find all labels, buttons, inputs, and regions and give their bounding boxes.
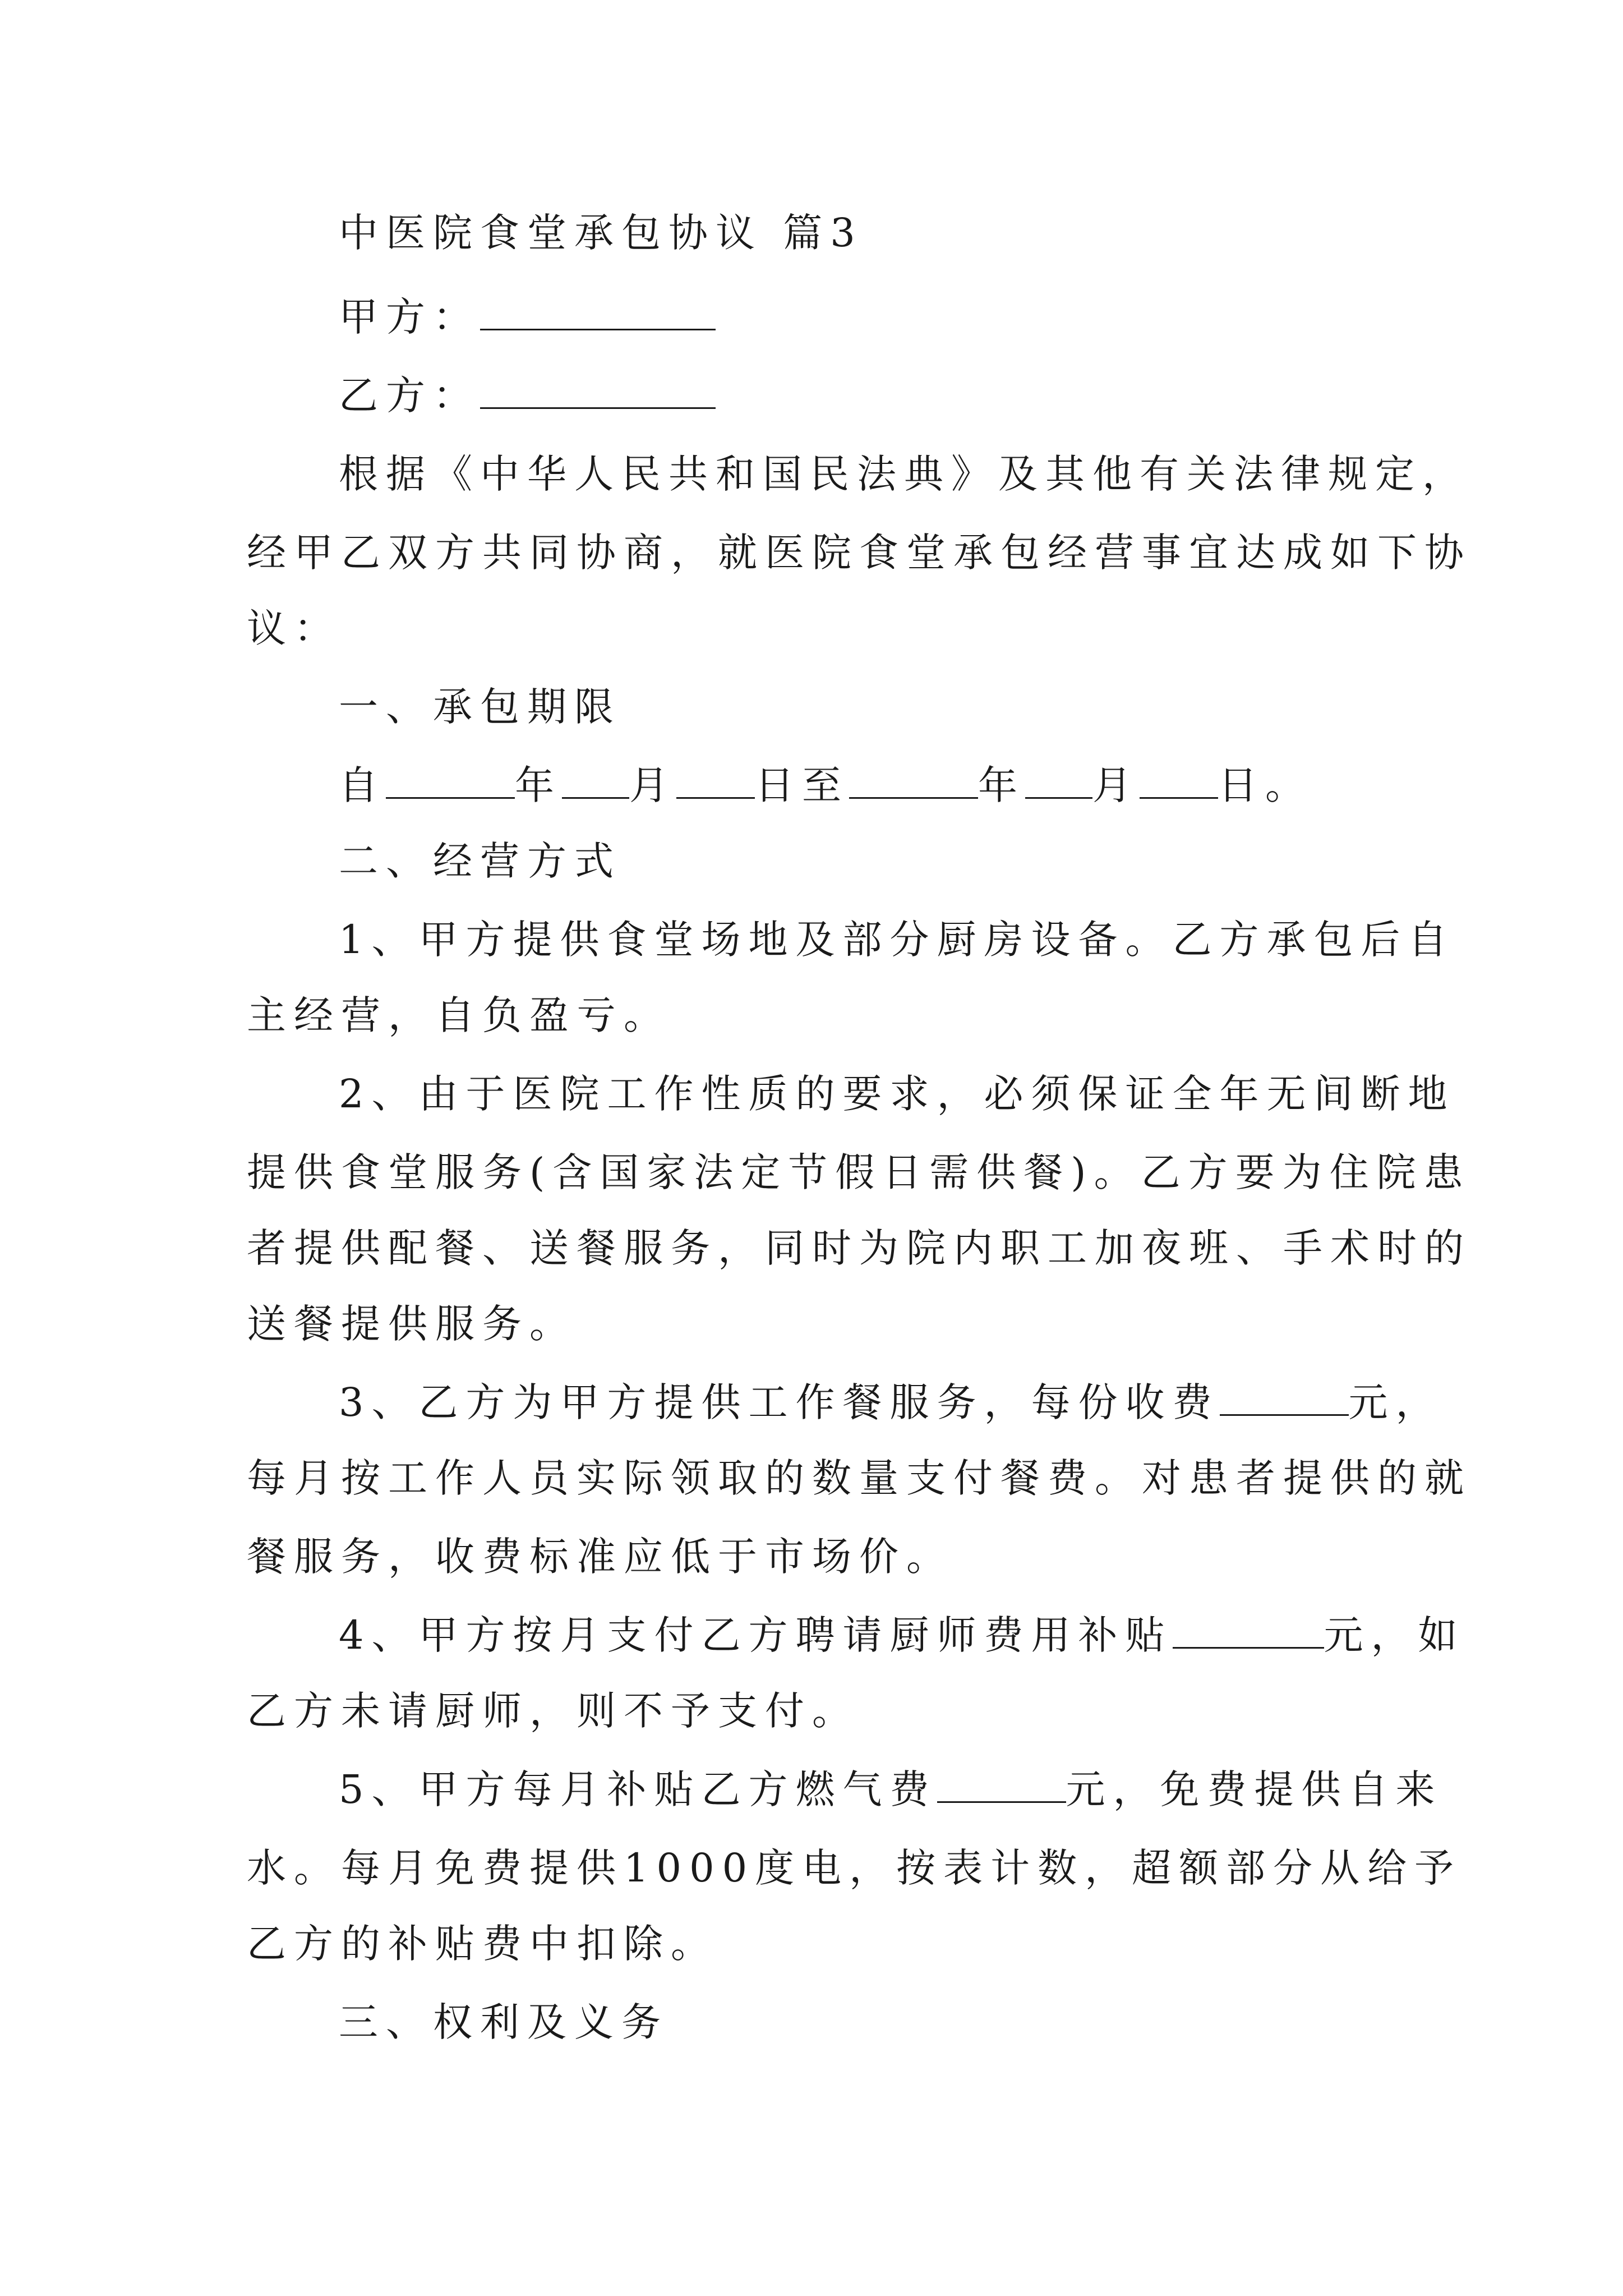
party-b-line [339, 370, 1483, 421]
party-a-label: 甲方： [339, 294, 480, 340]
intro-line-3: 议： [247, 605, 341, 651]
item-4-subsidy-blank [1173, 1612, 1324, 1649]
item-2-line-1: 2、由于医院工作性质的要求，必须保证全年无间断地 [339, 1071, 1455, 1117]
term-year2-label: 年 [978, 762, 1025, 808]
party-a-line [339, 292, 1483, 342]
item-3-fee-blank [1220, 1379, 1349, 1416]
term-month-blank [562, 762, 629, 799]
item-2-line-4: 送餐提供服务。 [247, 1301, 577, 1347]
document-title-text: 中医院食堂承包协议 篇3 [339, 210, 863, 256]
term-month2-label: 月 [1092, 762, 1140, 808]
item-4-text-after: 元，如 [1324, 1612, 1465, 1658]
item-5-gas-blank [937, 1766, 1066, 1803]
intro-line-2: 经甲乙双方共同协商，就医院食堂承包经营事宜达成如下协 [247, 530, 1472, 576]
term-year2-blank [849, 762, 978, 799]
item-3-line-1 [339, 1377, 1483, 1428]
section-2-heading: 二、经营方式 [339, 838, 621, 884]
party-b-label: 乙方： [339, 372, 480, 418]
item-5-line-2: 水。每月免费提供1000度电，按表计数，超额部分从给予 [247, 1845, 1462, 1891]
term-day-to-label: 日至 [755, 762, 849, 808]
item-5-line-1 [339, 1764, 1483, 1815]
section-1-heading: 一、承包期限 [339, 684, 621, 730]
intro-line-1: 根据《中华人民共和国民法典》及其他有关法律规定， [339, 451, 1469, 497]
document-title [339, 208, 1483, 258]
term-year-label: 年 [515, 762, 562, 808]
item-3-text-before: 3、乙方为甲方提供工作餐服务，每份收费 [339, 1379, 1220, 1425]
party-b-blank [480, 372, 716, 409]
item-3-text-after: 元， [1348, 1379, 1443, 1425]
item-4-line-2: 乙方未请厨师，则不予支付。 [247, 1688, 859, 1734]
term-day2-blank [1140, 762, 1218, 799]
term-line [339, 760, 1483, 811]
section-3-heading: 三、权利及义务 [339, 1999, 668, 2045]
item-1-line-2: 主经营，自负盈亏。 [247, 992, 671, 1038]
term-from: 自 [339, 762, 386, 808]
term-month2-blank [1025, 762, 1092, 799]
item-1-line-1: 1、甲方提供食堂场地及部分厨房设备。乙方承包后自 [339, 917, 1455, 963]
term-month-label: 月 [629, 762, 676, 808]
item-5-line-3: 乙方的补贴费中扣除。 [247, 1921, 718, 1967]
term-day-blank [676, 762, 755, 799]
party-a-blank [480, 294, 716, 330]
item-4-text-before: 4、甲方按月支付乙方聘请厨师费用补贴 [339, 1612, 1173, 1658]
item-2-line-2: 提供食堂服务(含国家法定节假日需供餐)。乙方要为住院患 [247, 1149, 1471, 1195]
term-year-blank [386, 762, 515, 799]
item-5-text-before: 5、甲方每月补贴乙方燃气费 [339, 1766, 937, 1812]
item-3-line-2: 每月按工作人员实际领取的数量支付餐费。对患者提供的就 [247, 1455, 1472, 1501]
item-4-line-1 [339, 1610, 1483, 1660]
term-day-end-label: 日。 [1218, 762, 1312, 808]
item-5-text-after: 元，免费提供自来 [1066, 1766, 1443, 1812]
item-3-line-3: 餐服务，收费标准应低于市场价。 [247, 1534, 953, 1580]
item-2-line-3: 者提供配餐、送餐服务，同时为院内职工加夜班、手术时的 [247, 1225, 1472, 1271]
